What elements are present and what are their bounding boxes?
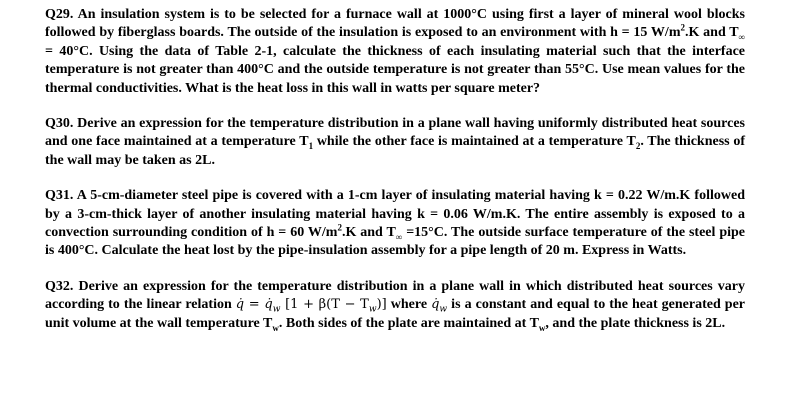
- equation-part: )]: [376, 297, 387, 313]
- superscript: 2: [337, 222, 342, 233]
- question-text: Derive an expression for the temperature distribution in a plane wall in which distributed heat sources vary according to the linear relation: [45, 278, 745, 313]
- equation-subscript: w: [439, 304, 448, 315]
- equation-part: [1 + β(T − T: [280, 297, 369, 313]
- equation-part: q̇: [431, 297, 440, 313]
- heat-source-equation: [235, 297, 387, 315]
- superscript: 2: [680, 22, 685, 33]
- question-text: . The thickness of the wall may be taken as 2L.: [45, 134, 746, 168]
- question-text: where: [386, 297, 432, 313]
- question-text: =15°C. The outside surface temperature of the steel pipe is 400°C. Calculate the heat lost by the pipe-insulation assembly for a pipe length of 20 m. Express in Watts.: [45, 225, 746, 259]
- equation-part: q̇ = q̇: [235, 297, 273, 313]
- question-text: while the other face is maintained at a temperature T: [313, 134, 636, 150]
- question-text: . Both sides of the plate are maintained at T: [278, 315, 539, 331]
- question-number: Q32.: [45, 278, 74, 294]
- subscript: 2: [635, 141, 641, 152]
- subscript: ∞: [395, 231, 403, 242]
- question-text: An insulation system is to be selected for a furnace wall at 1000°C using first a layer of mineral wool blocks followed by fiberglass boards. The outside of the insulation is exposed to an environment with h = 15 W/m: [45, 7, 745, 41]
- question-32: [45, 278, 745, 333]
- question-number: Q30.: [45, 116, 74, 132]
- question-30: [45, 115, 745, 170]
- subscript: ∞: [738, 32, 746, 43]
- equation-subscript: w: [368, 304, 377, 315]
- subscript: 1: [308, 141, 314, 152]
- question-text: .K and T: [685, 25, 739, 41]
- question-text: = 40°C. Using the data of Table 2-1, calculate the thickness of each insulating material such that the interface temperature is not greater than 400°C and the outside temperature is not greater than 55°C. Use mean values for the thermal conductivities. What is the heat loss in this wall in watts per square meter?: [45, 43, 745, 96]
- equation-subscript: w: [272, 304, 281, 315]
- subscript: w: [538, 322, 546, 333]
- question-text: Derive an expression for the temperature distribution in a plane wall having uniformly distributed heat sources and one face maintained at a temperature T: [45, 116, 745, 150]
- question-number: Q31.: [45, 188, 74, 204]
- question-text: is a constant and equal to the heat generated per unit volume at the wall temperature T: [45, 297, 745, 331]
- question-number: Q29.: [45, 7, 74, 22]
- question-text: .K and T: [341, 225, 396, 241]
- question-29: [45, 6, 745, 98]
- subscript: w: [272, 322, 279, 333]
- heat-generation-symbol: [431, 297, 448, 315]
- question-31: [45, 187, 745, 261]
- question-text: A 5-cm-diameter steel pipe is covered with a 1-cm layer of insulating material having k = 0.22 W/m.K followed by a 3-cm-thick layer of another insulating material having k = 0.06 W/m.K. The entire assembly is exposed to a convection surrounding condition of h = 60 W/m: [45, 188, 745, 241]
- question-text: , and the plate thickness is 2L.: [545, 315, 726, 331]
- question-document: [45, 6, 745, 333]
